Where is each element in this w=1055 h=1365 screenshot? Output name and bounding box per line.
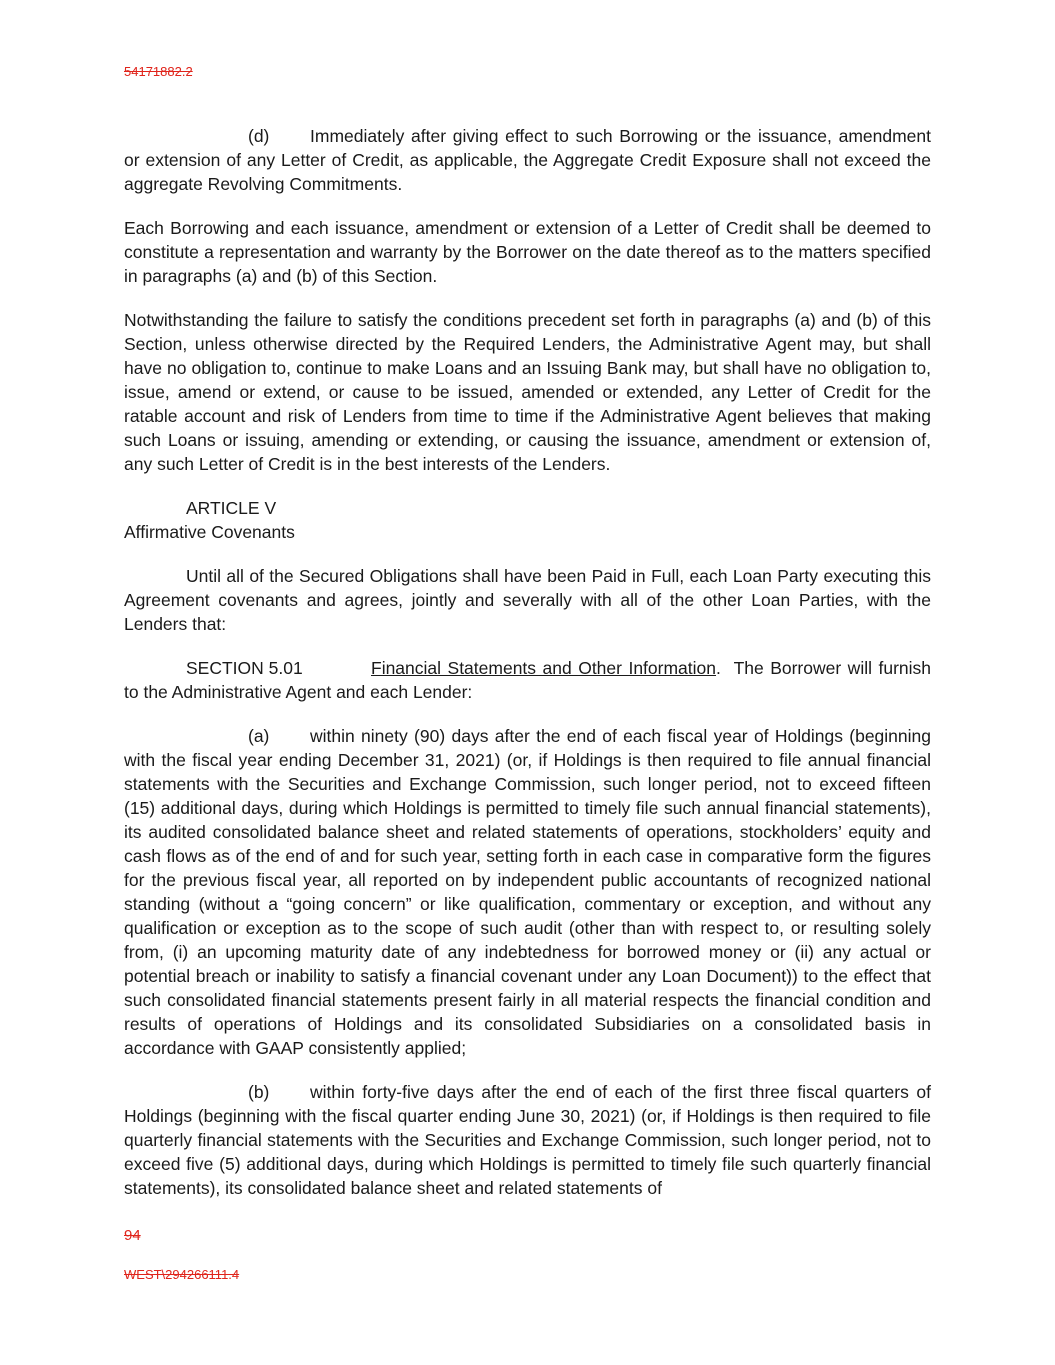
paragraph-notwithstanding: Notwithstanding the failure to satisfy the conditions precedent set forth in paragraphs (a) and (b) of this Section, unless otherwise directed by the Required Lenders, the Administrative Agent may, but shall have no obligation to, continue to make Loans and an Issuing Bank may, but shall have no obligation to, issue, amend or extend, or cause to be issued, amended or extended, any Letter of Credit for the ratable account and risk of Lenders from time to time if the Administrative Agent believes that making such Loans or issuing, amending or extending, or causing the issuance, amendment or extension of, any such Letter of Credit is in the best interests of the Lenders. (124, 310, 931, 474)
clause-label-d: (d) (248, 126, 270, 146)
paragraph-each-borrowing: Each Borrowing and each issuance, amendment or extension of a Letter of Credit shall be deemed to constitute a representation and warranty by the Borrower on the date thereof as to the matters specified in paragraphs (a) and (b) of this Section. (124, 218, 931, 286)
page-number: 94 (124, 1227, 141, 1244)
section-title: Financial Statements and Other Information (371, 658, 717, 678)
article-number: ARTICLE V (186, 498, 277, 518)
section-5-01 (124, 656, 931, 704)
clause-label-b: (b) (248, 1082, 270, 1102)
paragraph-a (124, 724, 931, 1060)
document-body (124, 124, 931, 1220)
clause-text-d: Immediately after giving effect to such Borrowing or the issuance, amendment or extension of any Letter of Credit, as applicable, the Aggregate Credit Exposure shall not exceed the aggregate Revolving Commitments. (124, 126, 931, 194)
article-heading (124, 496, 931, 544)
header-doc-id: 54171882.2 (124, 64, 193, 79)
article-title: Affirmative Covenants (124, 522, 295, 542)
paragraph-b (124, 1080, 931, 1200)
section-number: SECTION 5.01 (186, 658, 303, 678)
section-text: The Borrower will furnish to the Administrative Agent and each Lender: (124, 658, 931, 702)
footer-doc-ref: WEST\294266111.4 (124, 1267, 240, 1282)
clause-text-b: within forty-five days after the end of each of the first three fiscal quarters of Holdings (beginning with the fiscal quarter ending June 30, 2021) (or, if Holdings is then required to file quarterly financial statements with the Securities and Exchange Commission, such longer period, not to exceed five (5) additional days, during which Holdings is permitted to timely file such quarterly financial statements), its consolidated balance sheet and related statements of (124, 1082, 931, 1198)
clause-text-a: within ninety (90) days after the end of each fiscal year of Holdings (beginning with the fiscal year ending December 31, 2021) (or, if Holdings is then required to file annual financial statements with the Securities and Exchange Commission, such longer period, not to exceed fifteen (15) additional days, during which Holdings is permitted to timely file such annual financial statements), its audited consolidated balance sheet and related statements of operations, stockholders’ equity and cash flows as of the end of and for such year, setting forth in each case in comparative form the figures for the previous fiscal year, all reported on by independent public accountants of recognized national standing (without a “going concern” or like qualification, commentary or exception, and without any qualification or exception as to the scope of such audit (other than with respect to, or resulting solely from, (i) an upcoming maturity date of any indebtedness for borrowed money or (ii) any actual or potential breach or inability to satisfy a financial covenant under any Loan Document)) to the effect that such consolidated financial statements present fairly in all material respects the financial condition and results of operations of Holdings and its consolidated Subsidiaries on a consolidated basis in accordance with GAAP consistently applied; (124, 726, 931, 1058)
section-title-punct: . (716, 658, 721, 678)
article-intro: Until all of the Secured Obligations shall have been Paid in Full, each Loan Party executing this Agreement covenants and agrees, jointly and severally with all of the other Loan Parties, with the Lenders that: (124, 566, 931, 634)
paragraph-d (124, 124, 931, 196)
clause-label-a: (a) (248, 726, 270, 746)
